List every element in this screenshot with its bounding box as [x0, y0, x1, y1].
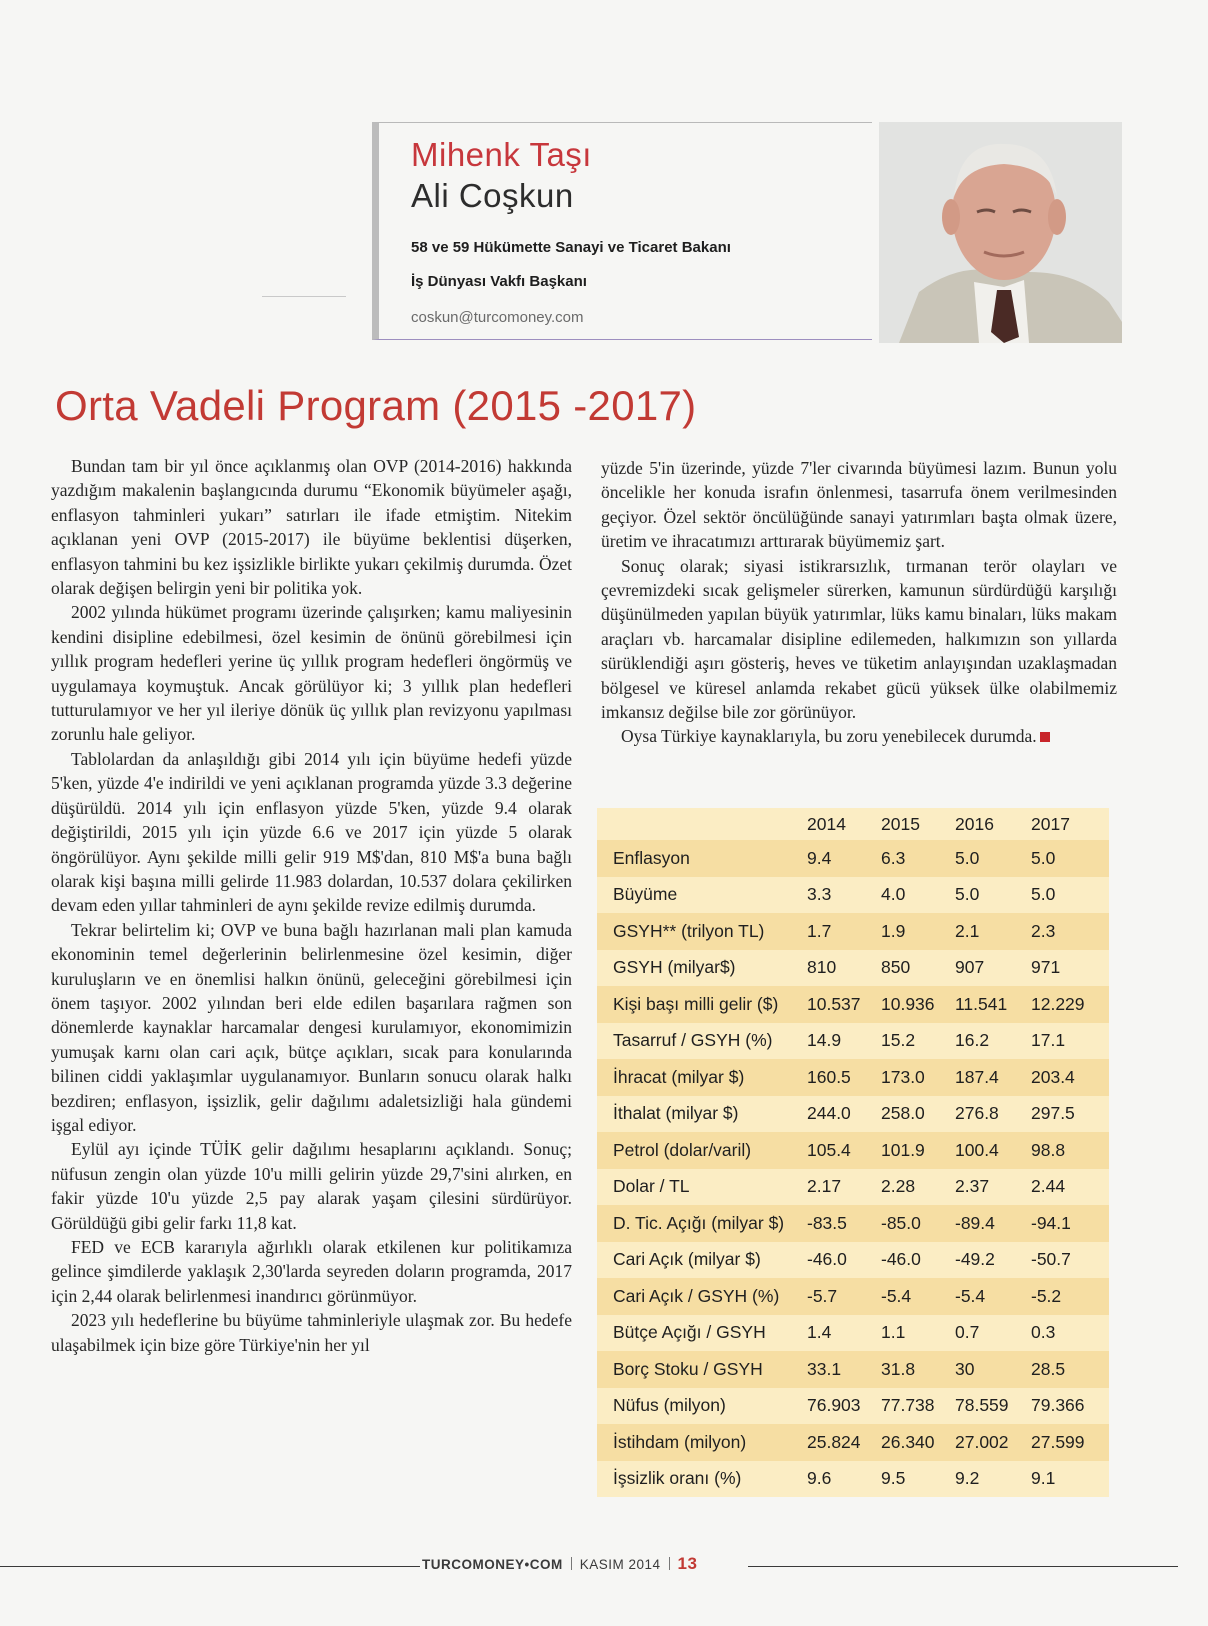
decorative-line — [262, 296, 346, 297]
paragraph: 2023 yılı hedeflerine bu büyüme tahminleriyle ulaşmak zor. Bu hedefe ulaşabilmek için bize göre Türkiye'nin her yıl — [51, 1310, 572, 1355]
paragraph: Eylül ayı içinde TÜİK gelir dağılımı hesaplarını açıklandı. Sonuç; nüfusun zengin olan yüzde 10'u milli gelirin yüzde 29,7'sini alırken, en fakir yüzde 10'u yüzde 2,5 pay alarak yaşam çilesini sürdürüyor. Görüldüğü gibi gelir farkı 11,8 kat. — [51, 1139, 572, 1233]
row-label: Borç Stoku / GSYH — [613, 1358, 763, 1379]
table-cell: 16.2 — [955, 1030, 990, 1051]
table-cell: 26.340 — [881, 1431, 935, 1452]
table-cell: 9.2 — [955, 1468, 980, 1489]
table-cell: 25.824 — [807, 1431, 861, 1452]
table-row — [597, 1351, 1109, 1388]
paragraph: yüzde 5'in üzerinde, yüzde 7'ler civarında büyümesi lazım. Bunun yolu öncelikle her konuda israfın önlenmesi, tasarrufa önem verilmesinden geçiyor. Özel sektör öncülüğünde sanayi yatırımları başta olmak üzere, üretim ve ihracatımızı arttırarak büyümemiz şart. — [601, 458, 1117, 552]
table-row — [597, 1388, 1109, 1425]
row-label: GSYH (milyar$) — [613, 957, 736, 978]
page-number: 13 — [677, 1554, 698, 1573]
table-cell: 101.9 — [881, 1139, 925, 1160]
table-cell: 2.1 — [955, 920, 980, 941]
table-cell: 14.9 — [807, 1030, 842, 1051]
table-cell: 79.366 — [1031, 1395, 1085, 1416]
table-cell: 0.7 — [955, 1322, 980, 1343]
table-cell: 10.537 — [807, 993, 861, 1014]
table-cell: 77.738 — [881, 1395, 935, 1416]
table-cell: 9.1 — [1031, 1468, 1056, 1489]
table-cell: 30 — [955, 1358, 975, 1379]
table-row — [597, 840, 1109, 877]
table-cell: 10.936 — [881, 993, 935, 1014]
table-cell: 3.3 — [807, 884, 832, 905]
closing-paragraph — [601, 724, 1117, 748]
table-row — [597, 1278, 1109, 1315]
table-row — [597, 913, 1109, 950]
portrait-image — [879, 122, 1122, 343]
article-title: Orta Vadeli Program (2015 -2017) — [55, 382, 697, 429]
table-cell: 203.4 — [1031, 1066, 1075, 1087]
table-cell: 258.0 — [881, 1103, 925, 1124]
table-row — [597, 1424, 1109, 1461]
table-cell: -83.5 — [807, 1212, 847, 1233]
table-cell: -5.2 — [1031, 1285, 1062, 1306]
table-row — [597, 950, 1109, 987]
table-row — [597, 1023, 1109, 1060]
table-cell: 15.2 — [881, 1030, 916, 1051]
table-cell: 27.002 — [955, 1431, 1009, 1452]
table-cell: 173.0 — [881, 1066, 925, 1087]
table-cell: 33.1 — [807, 1358, 842, 1379]
page-footer — [422, 1554, 742, 1574]
table-cell: 160.5 — [807, 1066, 851, 1087]
table-header-blank — [597, 808, 807, 840]
row-label: Cari Açık / GSYH (%) — [613, 1285, 780, 1306]
table-cell: 105.4 — [807, 1139, 851, 1160]
program-data-table — [597, 808, 1109, 1497]
author-role-foundation: İş Dünyası Vakfı Başkanı — [411, 273, 587, 290]
table-row — [597, 1096, 1109, 1133]
table-row — [597, 1132, 1109, 1169]
year-header: 2016 — [955, 813, 994, 834]
table-cell: 907 — [955, 957, 985, 978]
table-cell: -5.4 — [955, 1285, 986, 1306]
table-cell: 27.599 — [1031, 1431, 1085, 1452]
row-label: İstihdam (milyon) — [613, 1431, 747, 1452]
row-label: Tasarruf / GSYH (%) — [613, 1030, 773, 1051]
row-label: İthalat (milyar $) — [613, 1103, 739, 1124]
table-cell: -46.0 — [881, 1249, 921, 1270]
table-cell: 1.7 — [807, 920, 832, 941]
table-cell: -5.4 — [881, 1285, 912, 1306]
table-cell: 810 — [807, 957, 837, 978]
table-row — [597, 1205, 1109, 1242]
row-label: İşsizlik oranı (%) — [613, 1468, 742, 1489]
article-left-column — [51, 454, 572, 1357]
table-cell: 31.8 — [881, 1358, 916, 1379]
table-cell: 5.0 — [955, 847, 980, 868]
row-label: Cari Açık (milyar $) — [613, 1249, 761, 1270]
table-cell: 78.559 — [955, 1395, 1009, 1416]
table-cell: -46.0 — [807, 1249, 847, 1270]
table-cell: -50.7 — [1031, 1249, 1071, 1270]
table-cell: 28.5 — [1031, 1358, 1066, 1379]
row-label: Dolar / TL — [613, 1176, 690, 1197]
column-name: Mihenk Taşı — [411, 136, 592, 173]
table-cell: 0.3 — [1031, 1322, 1056, 1343]
table-cell: 17.1 — [1031, 1030, 1066, 1051]
paragraph: Tablolardan da anlaşıldığı gibi 2014 yılı için büyüme hedefi yüzde 5'ken, yüzde 4'e indirildi ve yeni açıklanan programda yüzde 3.3 değerine düşürüldü. 2014 yılı için enflasyon yüzde 5'ken, yüzde 9.4 olarak değiştirildi, 2015 yılı için yüzde 6.6 ve 2017 için yüzde 5 olarak öngörülüyor. Aynı şekilde milli gelir 919 M$'dan, 810 M$'a buna bağlı olarak kişi başına milli gelirde 11.983 dolardan, 10.537 dolara çekilirken devam eden yıllar tahminleri de aynı şekilde revize edilmiş durumda. — [51, 748, 572, 916]
table-cell: 971 — [1031, 957, 1061, 978]
table-cell: 11.541 — [955, 993, 1008, 1014]
table-cell: 12.229 — [1031, 993, 1085, 1014]
table-cell: 9.4 — [807, 847, 832, 868]
table-cell: 2.37 — [955, 1176, 990, 1197]
footer-issue: KASIM 2014 — [579, 1557, 661, 1572]
footer-rule-right — [748, 1566, 1178, 1567]
row-label: GSYH** (trilyon TL) — [613, 920, 765, 941]
table-cell: -5.7 — [807, 1285, 838, 1306]
paragraph: Tekrar belirtelim ki; OVP ve buna bağlı hazırlanan mali plan kamuda ekonominin temel değerlerinin belirlenmesine özel kesimin, diğer kuruluşların ve en önemlisi halkın önünü, geleceğini görebilmesi için önem taşıyor. 2002 yılından beri elde edilen başarılara rağmen son dönemlerde kaynaklar harcamalar dengesi kurulamıyor, ekonomimizin yumuşak karnı olan cari açık, bütçe açıkları, sıcak para konularında bilinen ciddi yaklaşımlar uygulanamıyor. Bunların sonucu olarak halkı bezdiren; enflasyon, işsizlik, gelir dağılımı adaletsizliği hala gündemi işgal ediyor. — [51, 919, 572, 1135]
row-label: Büyüme — [613, 884, 678, 905]
author-name: Ali Coşkun — [411, 177, 574, 214]
table-cell: 1.1 — [881, 1322, 906, 1343]
table-row — [597, 1059, 1109, 1096]
row-label: Bütçe Açığı / GSYH — [613, 1322, 766, 1343]
paragraph: Bundan tam bir yıl önce açıklanmış olan OVP (2014-2016) hakkında yazdığım makalenin başlangıcında durumu “Ekonomik büyümeler aşağı, enflasyon tahminleri yukarı” satırları ile ifade etmiştim. Nitekim açıklanan yeni OVP (2015-2017) ile büyüme beklentisi düşerken, enflasyon tahmini bu kez işsizlikle birlikte yukarı çekilmiş durumda. Özet olarak değişen belirgin yeni bir politika yok. — [51, 456, 572, 599]
table-cell: 2.3 — [1031, 920, 1056, 941]
table-cell: -85.0 — [881, 1212, 921, 1233]
row-label: Kişi başı milli gelir ($) — [613, 993, 779, 1014]
footer-brand: TURCOMONEY•COM — [422, 1557, 563, 1572]
table-cell: 100.4 — [955, 1139, 999, 1160]
table-cell: -94.1 — [1031, 1212, 1071, 1233]
author-email: coskun@turcomoney.com — [411, 309, 584, 326]
footer-separator — [669, 1557, 670, 1570]
table-cell: 2.28 — [881, 1176, 916, 1197]
table-cell: 6.3 — [881, 847, 906, 868]
table-cell: 4.0 — [881, 884, 906, 905]
author-card — [372, 122, 872, 340]
table-cell: 9.5 — [881, 1468, 906, 1489]
table-cell: 2.17 — [807, 1176, 842, 1197]
table-cell: 187.4 — [955, 1066, 999, 1087]
table-row — [597, 877, 1109, 914]
author-role-minister: 58 ve 59 Hükümette Sanayi ve Ticaret Bakanı — [411, 239, 731, 256]
year-header: 2014 — [807, 813, 846, 834]
table-cell: 1.4 — [807, 1322, 832, 1343]
table-row — [597, 1461, 1109, 1498]
table-cell: 76.903 — [807, 1395, 861, 1416]
table-cell: 9.6 — [807, 1468, 832, 1489]
table-header-row — [597, 808, 1109, 840]
table-cell: 244.0 — [807, 1103, 851, 1124]
table-cell: 2.44 — [1031, 1176, 1066, 1197]
table-cell: -49.2 — [955, 1249, 995, 1270]
table-cell: 5.0 — [1031, 884, 1056, 905]
table-cell: 850 — [881, 957, 911, 978]
table-row — [597, 1169, 1109, 1206]
article-right-column — [601, 456, 1117, 749]
row-label: Petrol (dolar/varil) — [613, 1139, 752, 1160]
author-portrait — [879, 122, 1122, 343]
table-row — [597, 1315, 1109, 1352]
table-cell: 1.9 — [881, 920, 906, 941]
year-header: 2017 — [1031, 813, 1070, 834]
table-row — [597, 986, 1109, 1023]
row-label: Nüfus (milyon) — [613, 1395, 726, 1416]
row-label: İhracat (milyar $) — [613, 1066, 745, 1087]
row-label: D. Tic. Açığı (milyar $) — [613, 1212, 785, 1233]
paragraph: 2002 yılında hükümet programı üzerinde çalışırken; kamu maliyesinin kendini disipline edebilmesi, özel kesimin de önünü görebilmesi için yıllık program hedefleri yerine üç yıllık program hedefleri öngörmüş ve uygulamaya koymuştuk. Ancak görülüyor ki; 3 yıllık plan hedefleri tutturulamıyor ve her yıl ileriye dönük üç yıllık plan revizyonu yapılması zorunlu hale geliyor. — [51, 602, 572, 745]
footer-separator — [571, 1557, 572, 1570]
row-label: Enflasyon — [613, 847, 690, 868]
table-cell: 5.0 — [955, 884, 980, 905]
year-header: 2015 — [881, 813, 920, 834]
table-row — [597, 1242, 1109, 1279]
closing-text: Oysa Türkiye kaynaklarıyla, bu zoru yenebilecek durumda. — [621, 726, 1037, 747]
table-cell: -89.4 — [955, 1212, 995, 1233]
table-cell: 297.5 — [1031, 1103, 1075, 1124]
table-cell: 98.8 — [1031, 1139, 1066, 1160]
paragraph: FED ve ECB kararıyla ağırlıklı olarak etkilenen kur politikamıza gelince şimdilerde yaklaşık 2,30'larda seyreden doların programda, 2017 için 2,44 olarak belirlenmesi inandırıcı görünmüyor. — [51, 1237, 572, 1306]
end-mark-icon — [1040, 732, 1050, 742]
footer-rule-left — [0, 1566, 420, 1567]
table-body — [597, 840, 1109, 1497]
table-cell: 276.8 — [955, 1103, 999, 1124]
table-cell: 5.0 — [1031, 847, 1056, 868]
paragraph: Sonuç olarak; siyasi istikrarsızlık, tırmanan terör olayları ve çevremizdeki sıcak gelişmeler sürerken, kamunun sürdürdüğü karşılığı düşünülmeden yapılan büyük yatırımlar, lüks kamu binaları, lüks makam araçları vb. harcamalar disipline edilemeden, halkımızın son yıllarda sürüklendiği aşırı gösteriş, heves ve tüketim anlayışından uzaklaşmadan bölgesel ve küresel anlamda rekabet gücü yüksek ülke olabilmemiz imkansız değilse bile zor görünüyor. — [601, 555, 1117, 723]
